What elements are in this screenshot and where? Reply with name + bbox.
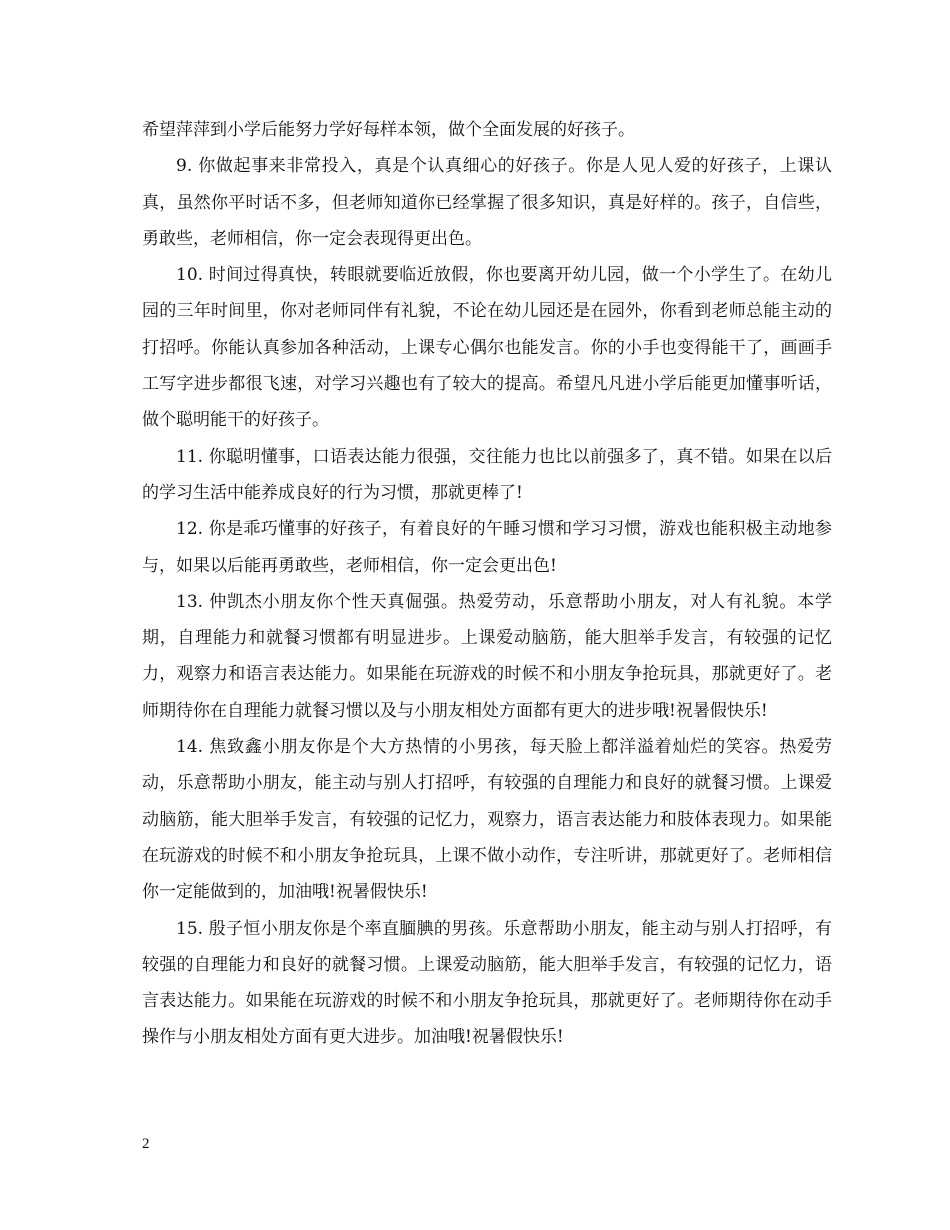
paragraph-item-12: 12. 你是乖巧懂事的好孩子，有着良好的午睡习惯和学习习惯，游戏也能积极主动地参与，如果以后能再勇敢些，老师相信，你一定会更出色! bbox=[142, 519, 832, 576]
page-number: 2 bbox=[142, 1136, 150, 1152]
paragraph-item-13: 13. 仲凯杰小朋友你个性天真倔强。热爱劳动，乐意帮助小朋友，对人有礼貌。本学期，自理能力和就餐习惯都有明显进步。上课爱动脑筋，能大胆举手发言，有较强的记忆力，观察力和语言表达能力。如果能在玩游戏的时候不和小朋友争抢玩具，那就更好了。老师期待你在自理能力就餐习惯以及与小朋友相处方面都有更大的进步哦!祝暑假快乐! bbox=[142, 591, 832, 721]
paragraph-item-11: 11. 你聪明懂事，口语表达能力很强，交往能力也比以前强多了，真不错。如果在以后的学习生活中能养成良好的行为习惯，那就更棒了! bbox=[142, 446, 832, 503]
paragraph-item-14: 14. 焦致鑫小朋友你是个大方热情的小男孩，每天脸上都洋溢着灿烂的笑容。热爱劳动，乐意帮助小朋友，能主动与别人打招呼，有较强的自理能力和良好的就餐习惯。上课爱动脑筋，能大胆举手发言，有较强的记忆力，观察力，语言表达能力和肢体表现力。如果能在玩游戏的时候不和小朋友争抢玩具，上课不做小动作，专注听讲，那就更好了。老师相信你一定能做到的，加油哦!祝暑假快乐! bbox=[142, 737, 832, 903]
paragraph-item-15: 15. 殷子恒小朋友你是个率直腼腆的男孩。乐意帮助小朋友，能主动与别人打招呼，有较强的自理能力和良好的就餐习惯。上课爱动脑筋，能大胆举手发言，有较强的记忆力，语言表达能力。如果能在玩游戏的时候不和小朋友争抢玩具，那就更好了。老师期待你在动手操作与小朋友相处方面有更大进步。加油哦!祝暑假快乐! bbox=[142, 918, 832, 1048]
document-body bbox=[142, 112, 832, 1056]
paragraph-continuation: 希望萍萍到小学后能努力学好每样本领，做个全面发展的好孩子。 bbox=[142, 120, 635, 140]
paragraph-item-9: 9. 你做起事来非常投入，真是个认真细心的好孩子。你是人见人爱的好孩子，上课认真，虽然你平时话不多，但老师知道你已经掌握了很多知识，真是好样的。孩子，自信些，勇敢些，老师相信，你一定会表现得更出色。 bbox=[142, 156, 832, 249]
paragraph-item-10: 10. 时间过得真快，转眼就要临近放假，你也要离开幼儿园，做一个小学生了。在幼儿园的三年时间里，你对老师同伴有礼貌，不论在幼儿园还是在园外，你看到老师总能主动的打招呼。你能认真参加各种活动，上课专心偶尔也能发言。你的小手也变得能干了，画画手工写字进步都很飞速，对学习兴趣也有了较大的提高。希望凡凡进小学后能更加懂事听话，做个聪明能干的好孩子。 bbox=[142, 265, 832, 431]
